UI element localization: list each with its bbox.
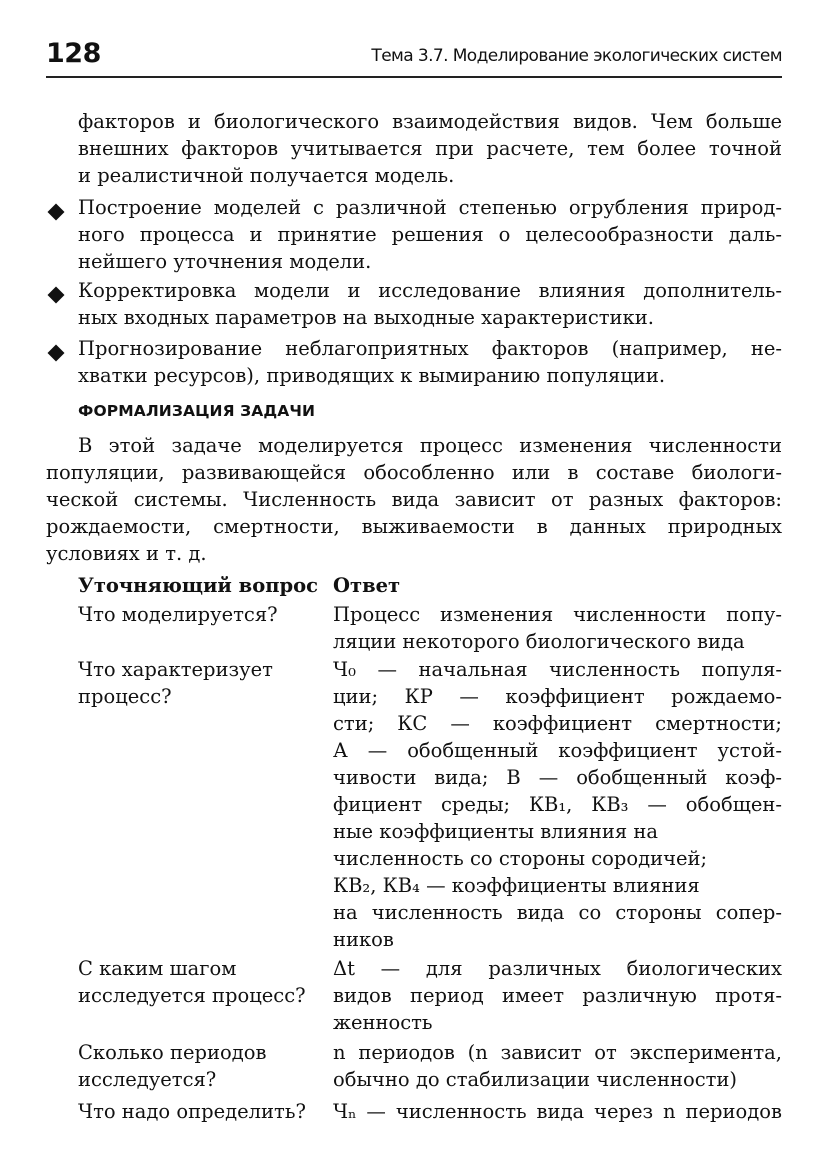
text-line: ных входных параметров на выходные характеристики. [78, 306, 654, 329]
question-line: Что надо определить? [78, 1100, 306, 1123]
question-line: Сколько периодов [78, 1041, 267, 1064]
text-line: Построение моделей с различной степенью огрубления природ- [78, 196, 782, 219]
question-line: Что моделируется? [78, 603, 278, 626]
text-line: ного процесса и принятие решения о целесообразности даль- [78, 223, 782, 246]
question-line: исследуется? [78, 1068, 217, 1091]
text-line: внешних факторов учитывается при расчете, тем более точной [78, 137, 782, 160]
text-line: хватки ресурсов), приводящих к вымиранию популяции. [78, 364, 666, 387]
page-header [46, 38, 782, 74]
question-line: Что характеризует [78, 658, 273, 681]
text-line: нейшего уточнения модели. [78, 250, 372, 273]
answer-line: ляции некоторого биологического вида [333, 630, 745, 653]
text-line: популяции, развивающейся обособленно или в составе биологи- [46, 461, 782, 484]
answer-line: ников [333, 928, 394, 951]
text-line: условиях и т. д. [46, 542, 207, 565]
text-line: факторов и биологического взаимодействия видов. Чем больше [78, 110, 782, 133]
answer-line: фициент среды; КВ₁, КВ₃ — обобщен- [333, 793, 782, 816]
answer-line: ные коэффициенты влияния на [333, 820, 658, 843]
page-number: 128 [46, 38, 101, 69]
diamond-bullet-icon [48, 345, 65, 362]
answer-line: численность со стороны сородичей; [333, 847, 708, 870]
answer-line: видов период имеет различную протя- [333, 984, 782, 1007]
question-line: процесс? [78, 685, 172, 708]
answer-line: чивости вида; В — обобщенный коэф- [333, 766, 782, 789]
answer-line: Чₙ — численность вида через n периодов [333, 1100, 782, 1123]
header-rule [46, 76, 782, 78]
text-line: Корректировка модели и исследование влияния дополнитель- [78, 279, 782, 302]
diamond-bullet-icon [48, 204, 65, 221]
text-line: Прогнозирование неблагоприятных факторов (например, не- [78, 337, 782, 360]
answer-line: Ч₀ — начальная численность популя- [333, 658, 782, 681]
question-line: С каким шагом [78, 957, 237, 980]
answer-line: на численность вида со стороны сопер- [333, 901, 782, 924]
section-heading: ФОРМАЛИЗАЦИЯ ЗАДАЧИ [78, 402, 316, 420]
answer-line: КВ₂, КВ₄ — коэффициенты влияния [333, 874, 700, 897]
answer-line: Δt — для различных биологических [333, 957, 782, 980]
answer-line: женность [333, 1011, 433, 1034]
text-line: ческой системы. Численность вида зависит от разных факторов: [46, 488, 782, 511]
answer-line: ции; КР — коэффициент рождаемо- [333, 685, 782, 708]
question-line: исследуется процесс? [78, 984, 306, 1007]
answer-line: обычно до стабилизации численности) [333, 1068, 738, 1091]
answer-line: А — обобщенный коэффициент устой- [333, 739, 782, 762]
text-line: В этой задаче моделируется процесс изменения численности [78, 434, 782, 457]
column-header-answer: Ответ [333, 574, 401, 597]
answer-line: n периодов (n зависит от эксперимента, [333, 1041, 782, 1064]
text-line: и реалистичной получается модель. [78, 164, 455, 187]
answer-line: сти; КС — коэффициент смертности; [333, 712, 782, 735]
text-line: рождаемости, смертности, выживаемости в данных природных [46, 515, 782, 538]
column-header-question: Уточняющий вопрос [78, 574, 319, 597]
running-head: Тема 3.7. Моделирование экологических систем [371, 46, 782, 66]
diamond-bullet-icon [48, 287, 65, 304]
answer-line: Процесс изменения численности попу- [333, 603, 782, 626]
